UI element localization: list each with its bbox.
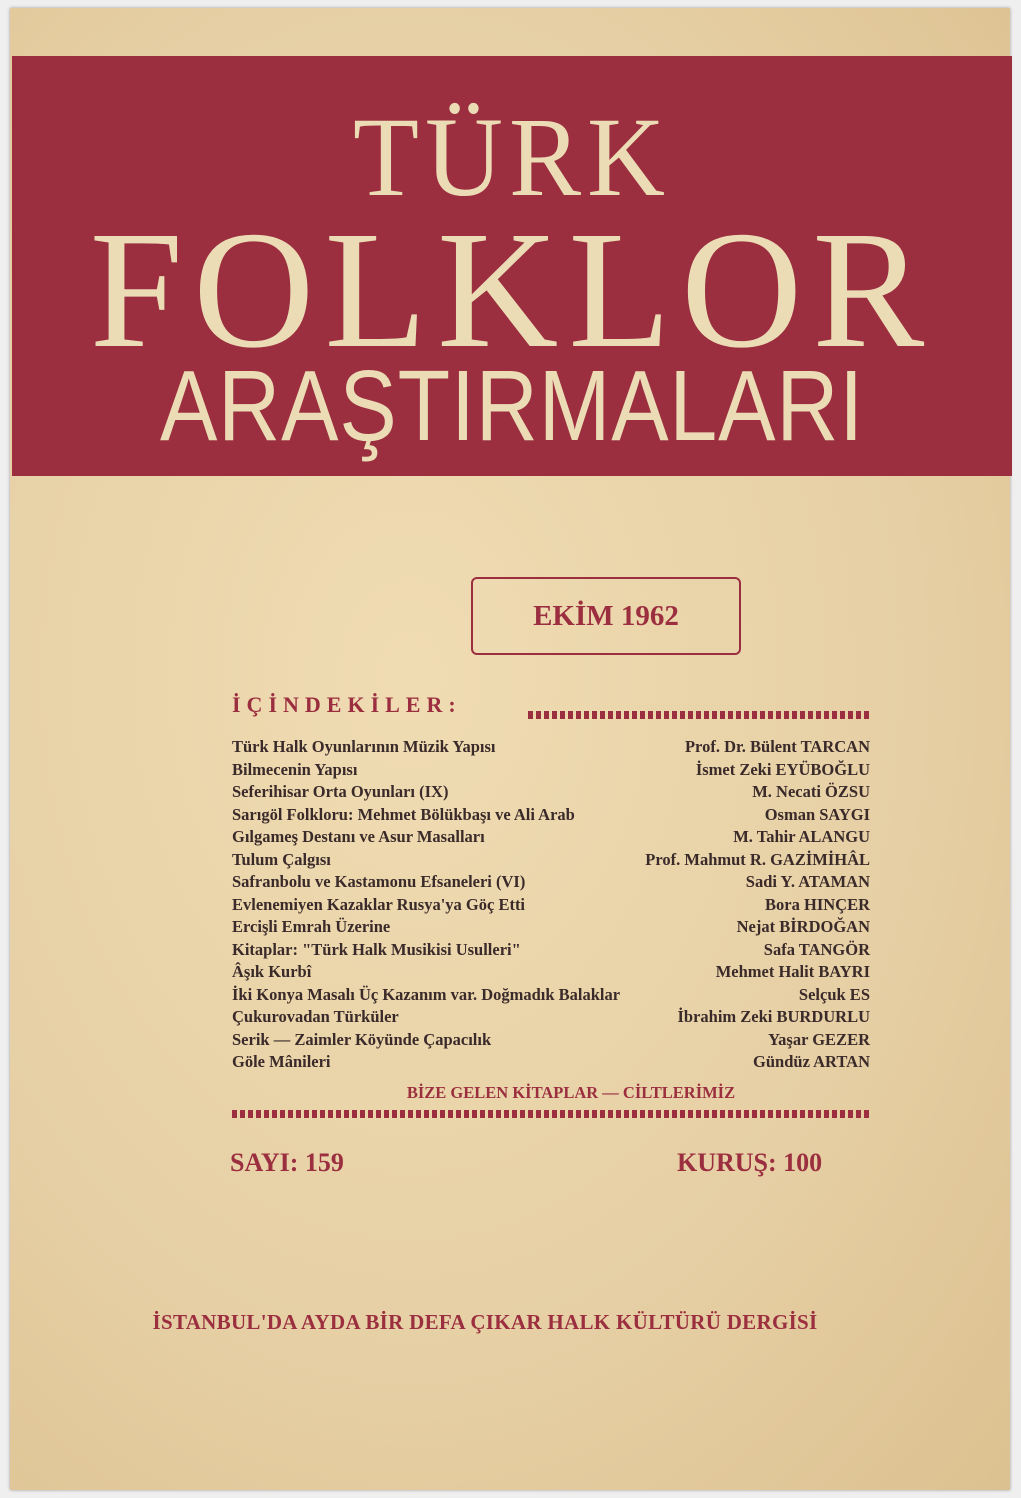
toc-title: Gılgameş Destanı ve Asur Masalları bbox=[232, 827, 485, 846]
toc-author: Bora HINÇER bbox=[765, 894, 870, 914]
toc-extra-line: BİZE GELEN KİTAPLAR — CİLTLERİMİZ bbox=[406, 1083, 736, 1102]
toc-title: Bilmecenin Yapısı bbox=[232, 759, 358, 779]
toc-author: Selçuk ES bbox=[798, 984, 870, 1004]
toc-entry bbox=[232, 917, 870, 940]
toc-entry bbox=[232, 940, 870, 963]
decorative-divider bbox=[232, 1110, 870, 1118]
publisher-tagline: İSTANBUL'DA AYDA BİR DEFA ÇIKAR HALK KÜLTÜRÜ DERGİSİ bbox=[152, 1310, 818, 1334]
toc-author: Prof. Mahmut R. GAZİMİHÂL bbox=[645, 849, 870, 869]
toc-author: Gündüz ARTAN bbox=[753, 1052, 870, 1071]
toc-title: Tulum Çalgısı bbox=[232, 849, 331, 869]
toc-entry bbox=[232, 1052, 870, 1075]
toc-author: Safa TANGÖR bbox=[763, 939, 870, 959]
toc-author: M. Tahir ALANGU bbox=[733, 827, 870, 846]
toc-author: Nejat BİRDOĞAN bbox=[736, 917, 870, 936]
toc-author: Sadi Y. ATAMAN bbox=[745, 872, 870, 891]
toc-title: Evlenemiyen Kazaklar Rusya'ya Göç Etti bbox=[232, 894, 526, 914]
title-line-3: ARAŞTIRMALARI bbox=[159, 350, 865, 462]
toc-author: Yaşar GEZER bbox=[768, 1029, 870, 1049]
toc-entry bbox=[232, 850, 870, 873]
toc-title: Göle Mânileri bbox=[232, 1052, 331, 1071]
toc-author: İsmet Zeki EYÜBOĞLU bbox=[695, 759, 870, 779]
issue-number: SAYI: 159 bbox=[230, 1148, 344, 1177]
toc-author: Osman SAYGI bbox=[764, 804, 870, 824]
decorative-divider bbox=[528, 711, 870, 719]
toc-title: Sarıgöl Folkloru: Mehmet Bölükbaşı ve Ali Arab bbox=[232, 804, 575, 824]
toc-title: Kitaplar: "Türk Halk Musikisi Usulleri" bbox=[232, 939, 521, 959]
toc-entry bbox=[232, 827, 870, 850]
toc-title: Çukurovadan Türküler bbox=[232, 1007, 399, 1026]
toc-title: Ercişli Emrah Üzerine bbox=[232, 917, 391, 936]
toc-author: İbrahim Zeki BURDURLU bbox=[677, 1007, 870, 1026]
toc-title: İki Konya Masalı Üç Kazanım var. Doğmadık Balaklar bbox=[232, 984, 621, 1004]
table-of-contents bbox=[232, 737, 870, 1075]
toc-entry bbox=[232, 872, 870, 895]
toc-entry bbox=[232, 760, 870, 783]
toc-author: Mehmet Halit BAYRI bbox=[715, 962, 870, 981]
toc-author: M. Necati ÖZSU bbox=[752, 782, 870, 801]
toc-title: Seferihisar Orta Oyunları (IX) bbox=[232, 782, 449, 801]
issue-price: KURUŞ: 100 bbox=[677, 1148, 823, 1177]
toc-entry bbox=[232, 805, 870, 828]
toc-title: Serik — Zaimler Köyünde Çapacılık bbox=[232, 1029, 492, 1049]
toc-title: Âşık Kurbî bbox=[232, 962, 312, 981]
title-line-1: TÜRK bbox=[353, 95, 671, 220]
toc-entry bbox=[232, 1030, 870, 1053]
toc-author: Prof. Dr. Bülent TARCAN bbox=[684, 737, 870, 756]
toc-title: Türk Halk Oyunlarının Müzik Yapısı bbox=[232, 737, 496, 756]
toc-title: Safranbolu ve Kastamonu Efsaneleri (VI) bbox=[232, 872, 526, 891]
toc-entry bbox=[232, 1007, 870, 1030]
toc-entry bbox=[232, 985, 870, 1008]
title-line-2: FOLKLOR bbox=[89, 197, 935, 383]
toc-entry bbox=[232, 895, 870, 918]
toc-entry bbox=[232, 782, 870, 805]
issue-date: EKİM 1962 bbox=[471, 577, 741, 655]
toc-entry bbox=[232, 962, 870, 985]
masthead-banner bbox=[12, 56, 1012, 476]
toc-entry bbox=[232, 737, 870, 760]
toc-heading: İÇİNDEKİLER: bbox=[232, 692, 462, 717]
